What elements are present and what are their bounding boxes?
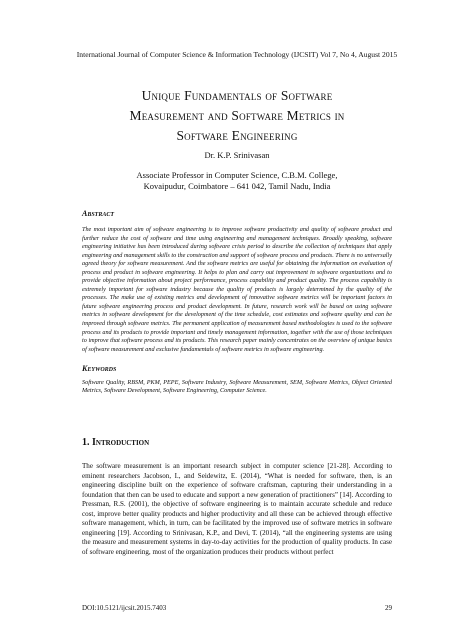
abstract-text: The most important aim of software engineering is to improve software productivity and quality of software product and further reduce the cost of software and time using engineering and management techniques. Broadly speaking, software engineering initiative has been introduced during software crisis period to describe the collection of techniques that apply engineering and management skills to the construction and support of software process and products. There is no universally agreed theory for software measurement. And the software metrics are useful for obtaining the information on evaluation of process and product in software engineering. It helps to plan and carry out improvement in software organizations and to provide objective information about project performance, process capability and product quality. The process capability is extremely important for software industry because the quality of products is largely determined by the quality of the processes. The make use of existing metrics and development of innovative software metrics will be important factors in future software engineering process and product development. In future, research work will be based on using software metrics in software development for the development of the time schedule, cost estimates and software quality and can be improved through software metrics. The permanent application of measurement based methodologies is used to the software process and its products to provide important and timely management information, together with the use of those techniques to improve that software process and its products. This research paper mainly concentrates on the overview of unique basics of software measurement and exclusive fundamentals of software metrics in software engineering. — [82, 226, 392, 353]
author-block — [0, 150, 474, 192]
author-affiliation-line2: Kovaipudur, Coimbatore – 641 042, Tamil Nadu, India — [143, 181, 331, 191]
introduction-heading: 1. Introduction — [82, 437, 150, 448]
page-footer — [82, 604, 392, 612]
doi-link[interactable]: DOI:10.5121/ijcsit.2015.7403 — [82, 604, 167, 612]
introduction-text: The software measurement is an important research subject in computer science [21-28]. According to eminent researchers Jacobson, I., and Seidewitz, E. (2014), “What is needed for software, then, is an engineering discipline built on the experience of software craftsman, capturing their understanding in a foundation that then can be used to educate and support a new generation of practitioners” [14]. According to Pressman, R.S. (2001), the objective of software engineering is to maintain accurate schedule and reduce cost, improve better quality products and higher productivity and all these can be achieved through effective software management, which, in turn, can be facilitated by the improved use of software metrics in software engineering [19]. According to Srinivasan, K.P., and Devi, T. (2014), “all the engineering systems are using the measure and measurement systems in day-to-day activities for the production of quality products. In case of software engineering, most of the organization produces their products without perfect — [82, 462, 392, 556]
title-line: Unique Fundamentals of Software — [141, 88, 333, 103]
author-affiliation-line1: Associate Professor in Computer Science, C.B.M. College, — [136, 170, 338, 180]
page-number: 29 — [385, 604, 392, 612]
abstract-heading: Abstract — [82, 209, 115, 218]
keywords-heading: Keywords — [82, 364, 117, 373]
keywords-text: Software Quality, RBSM, PKM, PEPE, Software Industry, Software Measurement, SEM, Software Metrics, Object Oriented Metrics, Software Development, Software Engineering, Computer Science. — [82, 379, 392, 395]
journal-header: International Journal of Computer Science & Information Technology (IJCSIT) Vol 7, No 4, August 2015 — [76, 50, 398, 59]
title-line: Measurement and Software Metrics in — [129, 108, 345, 123]
author-name: Dr. K.P. Srinivasan — [204, 150, 270, 160]
title-line: Software Engineering — [176, 128, 298, 143]
paper-title — [0, 86, 474, 146]
